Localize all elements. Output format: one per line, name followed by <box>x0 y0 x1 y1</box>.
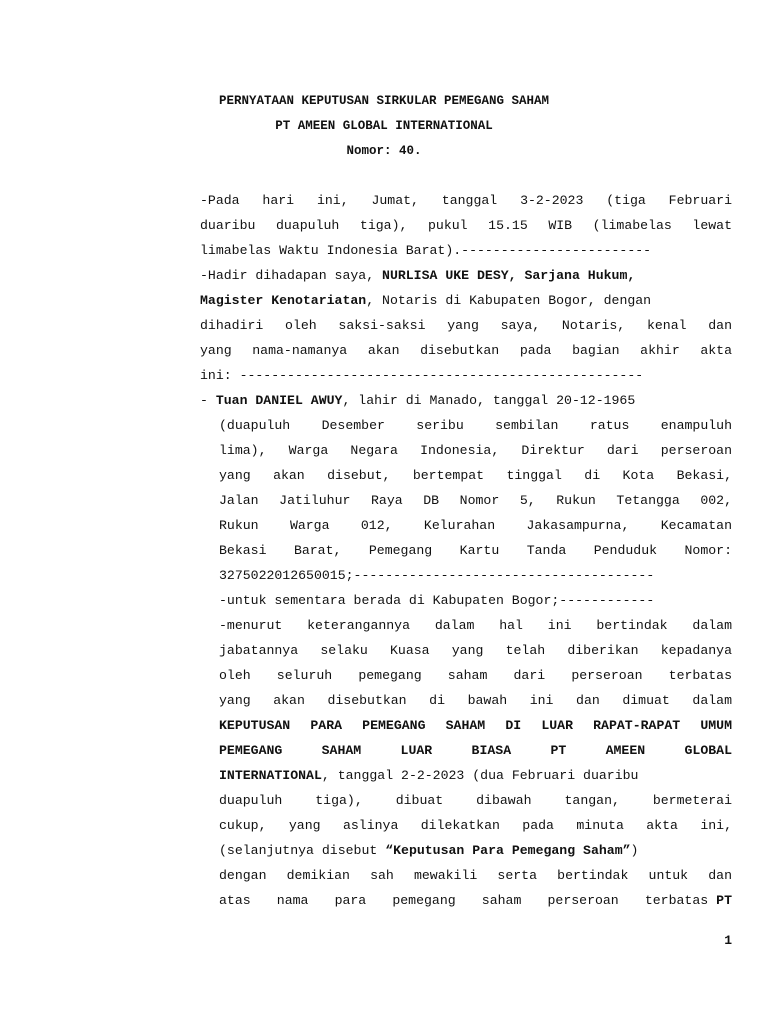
body-line <box>219 843 638 859</box>
body-line: duaribu duapuluh tiga), pukul 15.15 WIB (limabelas lewat <box>200 218 732 233</box>
body-line: yang akan disebutkan di bawah ini dan dimuat dalam <box>219 693 732 708</box>
notary-name: NURLISA UKE DESY, Sarjana Hukum, <box>382 268 636 283</box>
text-run: atas nama para pemegang saham perseroan terbatas <box>219 893 709 908</box>
body-line: -menurut keterangannya dalam hal ini bertindak dalam <box>219 618 732 633</box>
text-run: (selanjutnya disebut <box>219 843 386 858</box>
body-line: 3275022012650015;-------------------------------------- <box>219 568 655 583</box>
body-line: dihadiri oleh saksi-saksi yang saya, Notaris, kenal dan <box>200 318 732 333</box>
body-line: Rukun Warga 012, Kelurahan Jakasampurna, Kecamatan <box>219 518 732 533</box>
text-run: , tanggal 2-2-2023 (dua Februari duaribu <box>321 768 639 783</box>
body-line: lima), Warga Negara Indonesia, Direktur dari perseroan <box>219 443 732 458</box>
body-line: dengan demikian sah mewakili serta bertindak untuk dan <box>219 868 732 883</box>
body-line: jabatannya selaku Kuasa yang telah diberikan kepadanya <box>219 643 732 658</box>
notary-title: Magister Kenotariatan <box>200 293 367 308</box>
text-run: PT <box>716 893 732 908</box>
body-line: limabelas Waktu Indonesia Barat).------------------------ <box>200 243 652 258</box>
body-line: yang nama-namanya akan disebutkan pada bagian akhir akta <box>200 343 732 358</box>
decision-title-end: INTERNATIONAL <box>219 768 322 783</box>
text-run: -Hadir dihadapan saya, <box>200 268 383 283</box>
text-run: , lahir di Manado, tanggal 20-12-1965 <box>342 393 636 408</box>
body-line: -Pada hari ini, Jumat, tanggal 3-2-2023 (tiga Februari <box>200 193 732 208</box>
body-line <box>219 768 638 784</box>
document-title: PERNYATAAN KEPUTUSAN SIRKULAR PEMEGANG SAHAM <box>218 94 550 108</box>
body-line <box>219 893 732 909</box>
body-line: (duapuluh Desember seribu sembilan ratus enampuluh <box>219 418 732 433</box>
company-name: PT AMEEN GLOBAL INTERNATIONAL <box>275 119 493 133</box>
document-number: Nomor: 40. <box>346 144 422 158</box>
defined-term: “Keputusan Para Pemegang Saham” <box>385 843 631 858</box>
body-line: yang akan disebut, bertempat tinggal di Kota Bekasi, <box>219 468 732 483</box>
body-line: cukup, yang aslinya dilekatkan pada minuta akta ini, <box>219 818 732 833</box>
body-line: -untuk sementara berada di Kabupaten Bogor;------------ <box>219 593 655 608</box>
decision-title-line: PEMEGANG SAHAM LUAR BIASA PT AMEEN GLOBAL <box>219 743 732 758</box>
text-run: - <box>200 393 216 408</box>
body-line: duapuluh tiga), dibuat dibawah tangan, bermeterai <box>219 793 732 808</box>
page-number: 1 <box>724 933 732 948</box>
body-line <box>200 268 635 284</box>
body-line <box>200 293 651 309</box>
decision-title-line: KEPUTUSAN PARA PEMEGANG SAHAM DI LUAR RAPAT-RAPAT UMUM <box>219 718 732 733</box>
body-line: oleh seluruh pemegang saham dari perseroan terbatas <box>219 668 732 683</box>
body-line: Bekasi Barat, Pemegang Kartu Tanda Penduduk Nomor: <box>219 543 732 558</box>
text-run: ) <box>630 843 639 858</box>
body-line: Jalan Jatiluhur Raya DB Nomor 5, Rukun Tetangga 002, <box>219 493 732 508</box>
body-line <box>200 393 635 409</box>
party-name: Tuan DANIEL AWUY <box>215 393 343 408</box>
text-run: , Notaris di Kabupaten Bogor, dengan <box>366 293 652 308</box>
body-line: ini: --------------------------------------------------- <box>200 368 644 383</box>
